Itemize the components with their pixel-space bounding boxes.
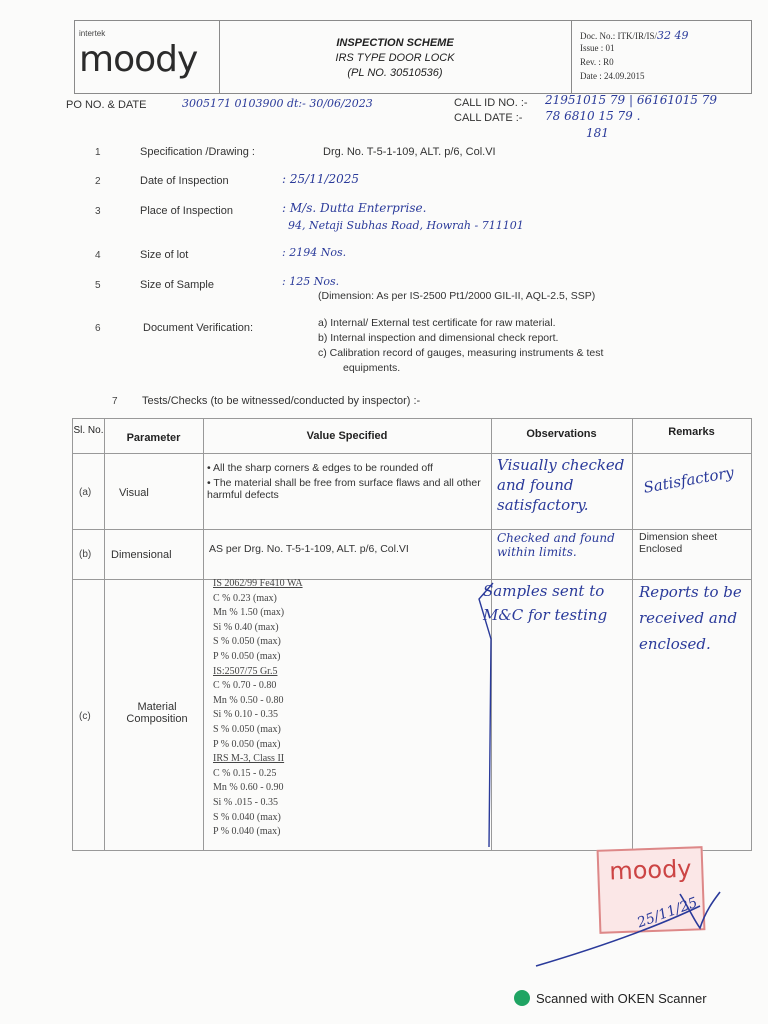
call-extra: 181 — [586, 126, 609, 140]
item-num: 3 — [95, 206, 101, 217]
scanner-logo-icon — [514, 990, 530, 1006]
po-value: 3005171 0103900 dt:- 30/06/2023 — [182, 97, 373, 110]
header-remarks: Remarks — [668, 426, 715, 438]
row-value: • All the sharp corners & edges to be rounded off • The material shall be free from surface flaws and all other harmful defects — [207, 462, 481, 501]
item-value: : M/s. Dutta Enterprise. — [282, 201, 427, 215]
row-parameter: Material Composition — [126, 701, 188, 725]
doc-check-c-cont: equipments. — [343, 362, 401, 374]
item-num: 2 — [95, 176, 101, 187]
item-label: Size of lot — [140, 249, 189, 261]
row-value: AS per Drg. No. T-5-1-109, ALT. p/6, Col.VI — [209, 543, 409, 555]
call-id-value: 21951015 79 | 66161015 79 — [545, 93, 717, 107]
logo-small-text: intertek — [79, 29, 106, 38]
po-label: PO NO. & DATE — [66, 99, 147, 111]
item-label: Date of Inspection — [140, 175, 229, 187]
tests-table — [72, 418, 752, 851]
item-num: 1 — [95, 147, 101, 158]
row-remark: Reports to be received and enclosed. — [639, 583, 742, 653]
stamp-date: 25/11/25 — [635, 894, 700, 932]
call-date-value: 78 6810 15 79 . — [545, 109, 641, 123]
row-sl: (c) — [79, 711, 91, 722]
moody-logo: moody — [79, 39, 198, 80]
row-remark: Dimension sheet Enclosed — [639, 531, 718, 555]
scanner-watermark: Scanned with OKEN Scanner — [514, 990, 707, 1006]
item-value: Drg. No. T-5-1-109, ALT. p/6, Col.VI — [323, 146, 496, 158]
item-label: Document Verification: — [143, 322, 254, 334]
logo-cell — [75, 21, 220, 93]
material-spec-list: IS 2062/99 Fe410 WA C % 0.23 (max) Mn % 1.50 (max) Si % 0.40 (max) S % 0.050 (max) P % 0.050 (max) IS:2507/75 Gr.5 C % 0.70 - 0.80 Mn % 0.50 - 0.80 Si % 0.10 - 0.35 S % 0.050 (max) P % 0.050 (max) IRS M-3, Class II C % 0.15 - 0.25 Mn % 0.60 - 0.90 Si % .015 - 0.35 S % 0.040 (max) P % 0.040 (max) — [213, 578, 303, 838]
rev: Rev. : R0 — [580, 57, 614, 67]
item-value: : 25/11/2025 — [282, 172, 360, 186]
doc-no: Doc. No.: ITK/IR/IS/32 49 — [580, 29, 689, 42]
item-label: Specification /Drawing : — [140, 146, 255, 158]
date: Date : 24.09.2015 — [580, 71, 645, 81]
row-sl: (b) — [79, 549, 92, 560]
row-remark: Satisfactory — [642, 463, 736, 497]
row-sl: (a) — [79, 487, 92, 498]
header-box — [74, 20, 752, 94]
row-observation: Samples sent to M&C for testing — [483, 582, 608, 624]
row-observation: Checked and found within limits. — [497, 531, 615, 559]
row-parameter: Dimensional — [111, 549, 172, 561]
item-label: Tests/Checks (to be witnessed/conducted by inspector) :- — [142, 395, 421, 407]
doc-check-c: c) Calibration record of gauges, measuring instruments & test — [318, 347, 604, 359]
item-num: 7 — [112, 396, 118, 407]
row-parameter: Visual — [119, 487, 149, 499]
issue: Issue : 01 — [580, 43, 615, 53]
doc-subtitle: IRS TYPE DOOR LOCK — [335, 52, 455, 64]
header-observations: Observations — [526, 428, 597, 440]
item-num: 4 — [95, 250, 101, 261]
item-label: Place of Inspection — [140, 205, 233, 217]
item-num: 6 — [95, 323, 101, 334]
header-sl: Sl. No. — [73, 425, 104, 436]
row-observation: Visually checked and found satisfactory. — [497, 456, 625, 514]
call-date-label: CALL DATE :- — [454, 112, 523, 124]
doc-info-cell — [571, 21, 752, 93]
doc-check-b: b) Internal inspection and dimensional check report. — [318, 332, 559, 344]
pl-number: (PL NO. 30510536) — [347, 67, 443, 79]
call-id-label: CALL ID NO. :- — [454, 97, 528, 109]
item-value-2: (Dimension: As per IS-2500 Pt1/2000 GIL-II, AQL-2.5, SSP) — [318, 290, 596, 302]
stamp-logo: moody — [608, 854, 692, 886]
handwritten-bracket-line — [473, 579, 503, 849]
signature — [530, 880, 730, 970]
item-value: : 125 Nos. — [282, 275, 340, 288]
header-value: Value Specified — [306, 430, 388, 442]
item-num: 5 — [95, 280, 101, 291]
item-value-2: 94, Netaji Subhas Road, Howrah - 711101 — [288, 219, 524, 232]
item-value: : 2194 Nos. — [282, 246, 347, 259]
doc-title: INSPECTION SCHEME — [336, 37, 454, 49]
header-parameter: Parameter — [126, 432, 181, 444]
doc-check-a: a) Internal/ External test certificate for raw material. — [318, 317, 556, 329]
item-label: Size of Sample — [140, 279, 214, 291]
